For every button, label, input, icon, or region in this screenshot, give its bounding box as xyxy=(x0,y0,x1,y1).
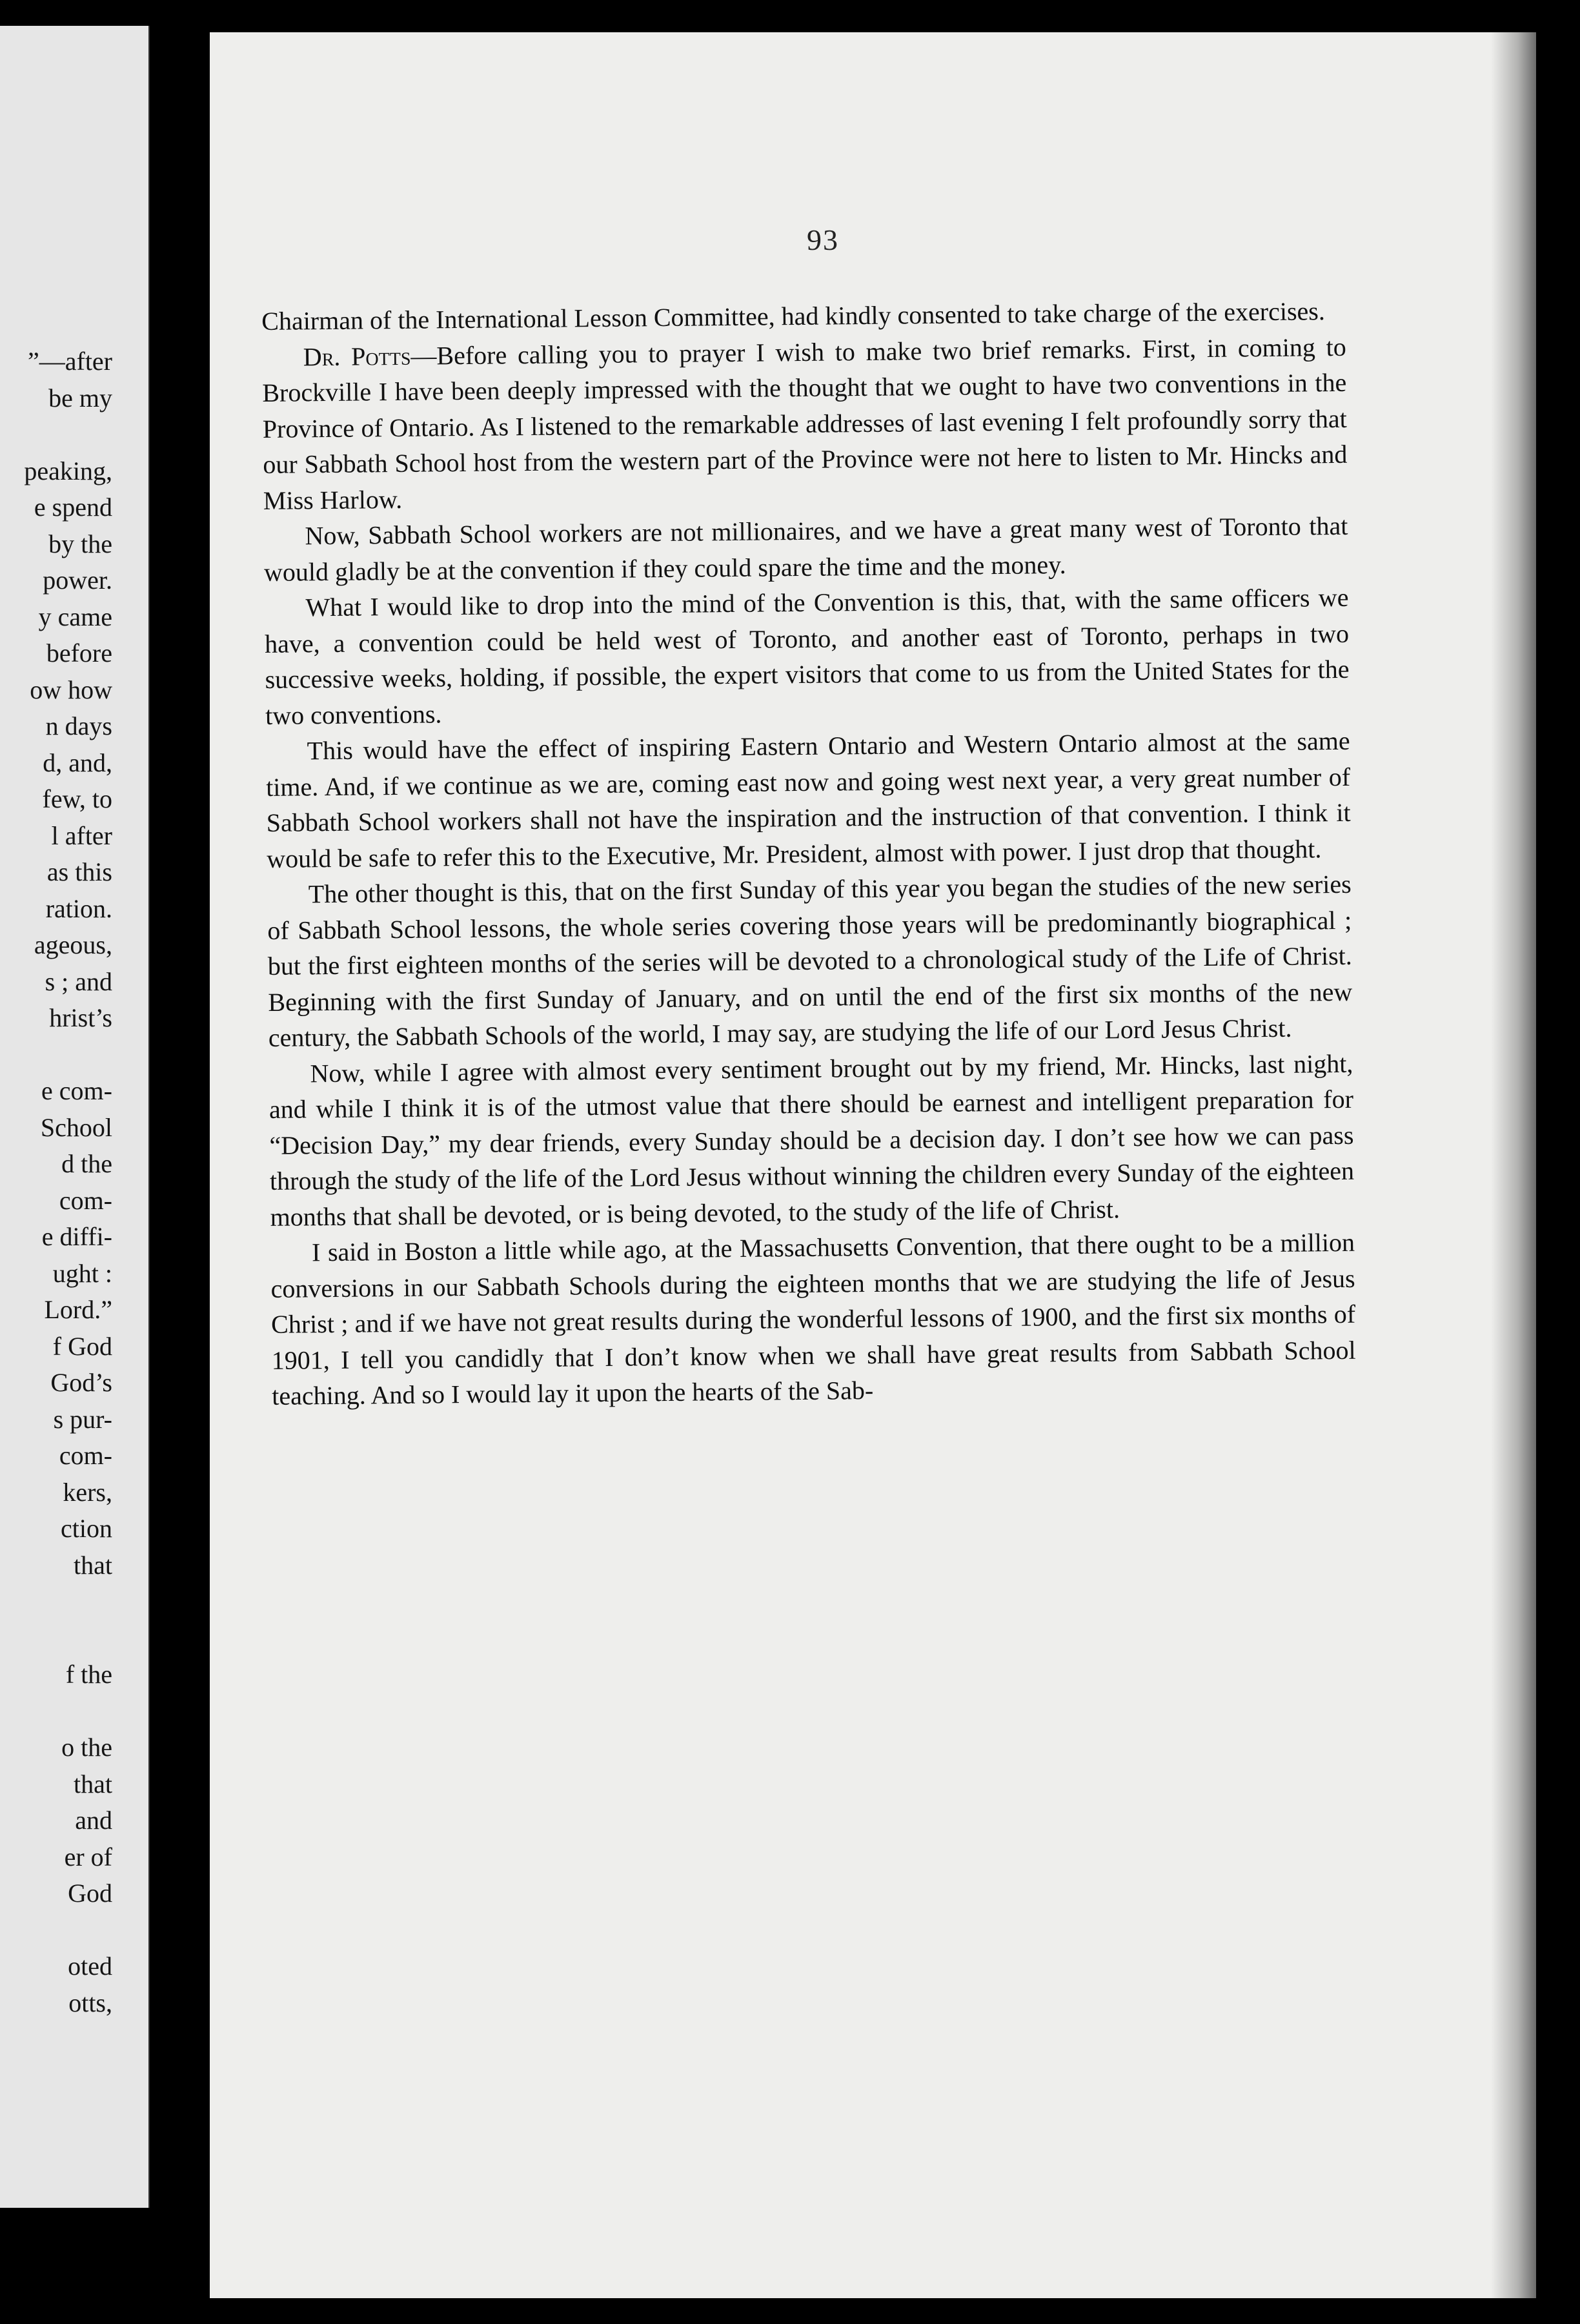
previous-page-line: ction xyxy=(61,1514,112,1543)
previous-page-line: e com- xyxy=(41,1076,112,1105)
previous-page-line: peaking, xyxy=(24,456,112,485)
previous-page-line: God’s xyxy=(50,1368,112,1397)
page-body xyxy=(261,293,1356,1414)
paragraph-dr-potts xyxy=(262,329,1348,518)
previous-page-line: com- xyxy=(59,1441,112,1470)
previous-page-line: y came xyxy=(38,602,112,631)
previous-page-line: kers, xyxy=(63,1477,112,1507)
previous-page-line: d the xyxy=(61,1149,112,1178)
previous-page-fragment xyxy=(0,26,150,2208)
previous-page-line xyxy=(0,1584,112,1620)
previous-page-line: that xyxy=(74,1769,112,1799)
previous-page-line: ught : xyxy=(52,1258,112,1288)
previous-page-line: com- xyxy=(59,1185,112,1215)
paragraph: Now, while I agree with almost every sentiment brought out by my friend, Mr. Hincks, last night, and while I think it is of the utmost value that there should be earnest and intelligent preparation for “Decision Day,” my dear friends, every Sunday should be a decision day. I don’t see how we can pass through the study of the life of the Lord Jesus without winning the children every Sunday of the eighteen months that shall be devoted, or is being devoted, to the study of the life of Christ. xyxy=(268,1048,1355,1232)
previous-page-line: ageous, xyxy=(34,930,112,959)
previous-page-line: God xyxy=(68,1879,112,1908)
previous-page-line: o the xyxy=(61,1733,112,1762)
previous-page-line xyxy=(0,1620,112,1657)
previous-page-line: e spend xyxy=(34,493,112,522)
previous-page-line: f God xyxy=(52,1331,112,1361)
previous-page-line: e diffi- xyxy=(41,1222,112,1251)
previous-page-line: oted xyxy=(68,1952,112,1981)
previous-page-line: Lord.” xyxy=(44,1295,112,1324)
page-edge-shadow xyxy=(1491,32,1536,2298)
previous-page-line: l after xyxy=(51,821,112,850)
previous-page-line: n days xyxy=(45,711,112,740)
previous-page-line: that xyxy=(74,1550,112,1580)
paragraph: The other thought is this, that on the first Sunday of this year you began the studies of the new series of Sabbath School lessons, the whole series covering those years will be predominantly biographical ; but the first eighteen months of the series will be devoted to a chronological study of the Life of Christ. Beginning with the first Sunday of January, and on until the end of the first six months of the new century, the Sabbath Schools of the world, I may say, are studying the life of our Lord Jesus Christ. xyxy=(267,869,1353,1052)
previous-page-line: hrist’s xyxy=(49,1003,112,1032)
speaker-text: —Before calling you to prayer I wish to make two brief remarks. First, in coming to Brockville I have been deeply impressed with the thought that we ought to have two conventions in the Province of Ontario. As I listened to the remarkable addresses of last evening I felt profoundly sorry that our Sabbath School host from the western part of the Province were not here to listen to Mr. Hincks and Miss Harlow. xyxy=(262,332,1348,515)
previous-page-line xyxy=(0,1037,112,1074)
previous-page-line xyxy=(0,416,112,453)
previous-page-line: s pur- xyxy=(53,1404,112,1434)
previous-page-line: few, to xyxy=(42,784,112,813)
paragraph: I said in Boston a little while ago, at the Massachusetts Convention, that there ought to be a million conversions in our Sabbath Schools during the eighteen months that we are studying the life of Jesus Christ ; and if we have not great results during the wonderful lessons of 1900, and the first six months of 1901, I tell you candidly that I don’t know when we shall have great results from Sabbath School teaching. And so I would lay it upon the hearts of the Sab- xyxy=(270,1227,1356,1411)
previous-page-line: before xyxy=(46,638,112,668)
page-number: 93 xyxy=(807,223,839,256)
previous-page-text xyxy=(0,343,112,2021)
paragraph: Now, Sabbath School workers are not millionaires, and we have a great many west of Toronto that would gladly be at the convention if they could spare the time and the money. xyxy=(263,511,1348,587)
previous-page-line: and xyxy=(75,1806,112,1835)
previous-page-line: ”—after xyxy=(27,347,112,376)
previous-page-line xyxy=(0,1912,112,1949)
speaker-name: Dr. Potts xyxy=(303,341,411,371)
previous-page-line: be my xyxy=(48,383,112,413)
previous-page-line: School xyxy=(40,1112,112,1142)
previous-page-line: ow how xyxy=(30,675,112,704)
document-page xyxy=(210,32,1536,2298)
paragraph: What I would like to drop into the mind of the Convention is this, that, with the same officers we have, a convention could be held west of Toronto, and another east of Toronto, perhaps in two successive weeks, holding, if possible, the expert visitors that come to us from the United States for the two conventions. xyxy=(264,582,1350,730)
previous-page-line: f the xyxy=(65,1660,112,1689)
previous-page-line: as this xyxy=(46,857,112,886)
paragraph: This would have the effect of inspiring Eastern Ontario and Western Ontario almost at the same time. And, if we continue as we are, coming east now and going west next year, a very great number of Sabbath School workers shall not have the inspiration and the instruction of that convention. I think it would be safe to refer this to the Executive, Mr. President, almost with power. I just drop that thought. xyxy=(265,726,1351,873)
previous-page-line: d, and, xyxy=(43,748,112,777)
previous-page-line xyxy=(0,1693,112,1730)
previous-page-line: power. xyxy=(43,566,112,595)
previous-page-line: s ; and xyxy=(45,966,112,996)
previous-page-line: otts, xyxy=(68,1988,112,2017)
previous-page-line: by the xyxy=(48,529,112,558)
paragraph-continuation: Chairman of the International Lesson Committee, had kindly consented to take charge of the exercises. xyxy=(261,296,1326,336)
previous-page-line: er of xyxy=(64,1842,112,1871)
previous-page-line: ration. xyxy=(45,893,112,923)
